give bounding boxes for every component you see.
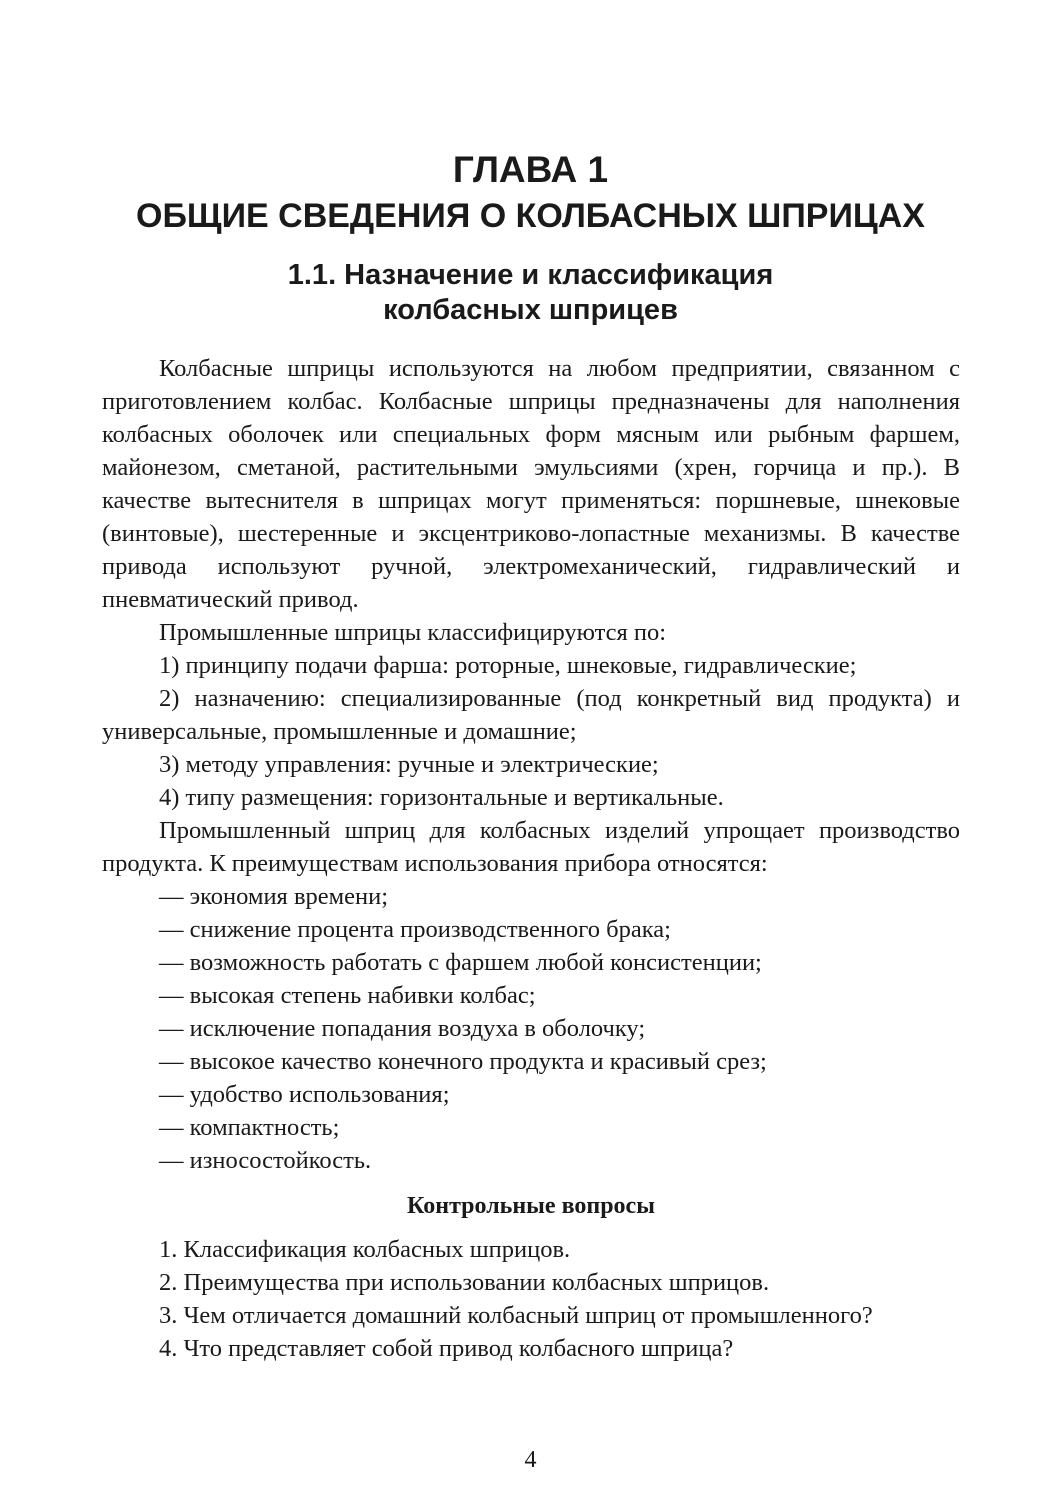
question-item: 1. Классификация колбасных шприцов. (159, 1236, 571, 1263)
advantage-item: — износостойкость. (159, 1147, 372, 1174)
question-item: 3. Чем отличается домашний колбасный шприц от промышленного? (159, 1302, 873, 1329)
advantages-intro: Промышленный шприц для колбасных изделий упрощает производство продукта. К преимуществам использования прибора относятся: (102, 817, 960, 877)
chapter-number: ГЛАВА 1 (452, 149, 609, 190)
section-heading (0, 258, 1061, 328)
questions-heading: Контрольные вопросы (407, 1193, 655, 1219)
classification-item: 1) принципу подачи фарша: роторные, шнековые, гидравлические; (159, 652, 857, 679)
advantage-item: — высокая степень набивки колбас; (159, 982, 536, 1009)
advantage-item: — снижение процента производственного брака; (159, 916, 671, 943)
classification-item: 3) методу управления: ручные и электрические; (159, 751, 659, 778)
advantage-item: — исключение попадания воздуха в оболочку; (159, 1015, 646, 1042)
classification-item: 4) типу размещения: горизонтальные и вертикальные. (159, 784, 724, 811)
question-item: 2. Преимущества при использовании колбасных шприцов. (159, 1269, 770, 1296)
question-item: 4. Что представляет собой привод колбасного шприца? (159, 1335, 734, 1362)
advantage-item: — экономия времени; (159, 883, 389, 910)
page-number: 4 (524, 1447, 537, 1473)
classification-intro: Промышленные шприцы классифицируются по: (159, 619, 667, 646)
body-text (102, 352, 960, 1365)
classification-item: 2) назначению: специализированные (под конкретный вид продукта) и универсальные, промышленные и домашние; (102, 685, 960, 745)
section-heading-line-2: колбасных шприцев (383, 294, 678, 326)
advantage-item: — высокое качество конечного продукта и красивый срез; (159, 1048, 767, 1075)
advantage-item: — компактность; (159, 1114, 340, 1141)
intro-paragraph: Колбасные шприцы используются на любом предприятии, связанном с приготовлением колбас. Колбасные шприцы предназначены для наполнения колбасных оболочек или специальных форм мясным или рыбным фаршем, майонезом, сметаной, растительными эмульсиями (хрен, горчица и пр.). В качестве вытеснителя в шприцах могут применяться: поршневые, шнековые (винтовые), шестеренные и эксцентриково-лопастные механизмы. В качестве привода используют ручной, электромеханический, гидравлический и пневматический привод. (102, 355, 960, 613)
advantage-item: — возможность работать с фаршем любой консистенции; (159, 949, 762, 976)
advantage-item: — удобство использования; (159, 1081, 450, 1108)
chapter-title: ОБЩИЕ СВЕДЕНИЯ О КОЛБАСНЫХ ШПРИЦАХ (136, 197, 925, 235)
section-heading-line-1: 1.1. Назначение и классификация (287, 259, 774, 291)
